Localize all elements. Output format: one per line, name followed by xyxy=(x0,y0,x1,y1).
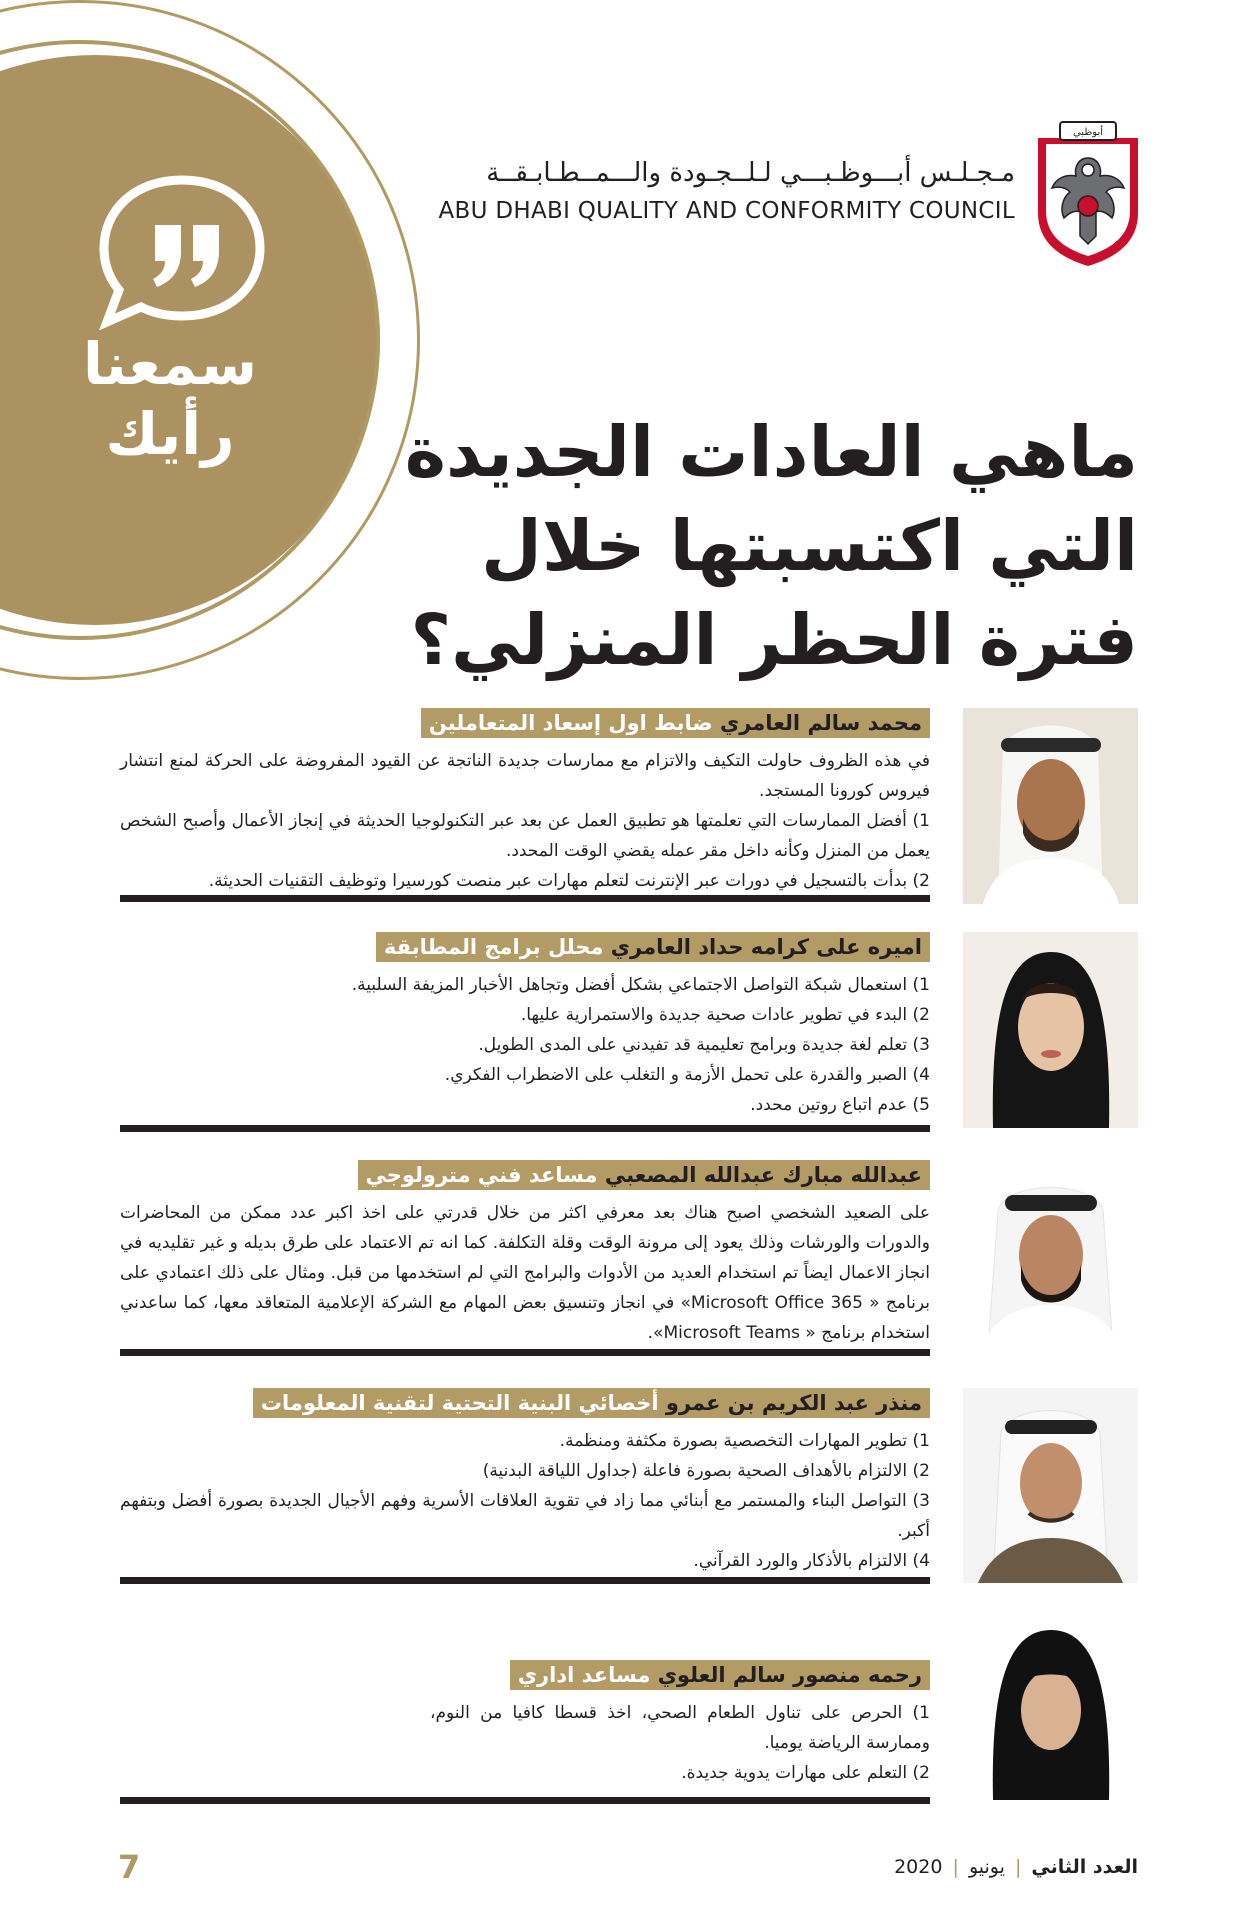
entry-2-paragraph: 4) الصبر والقدرة على تحمل الأزمة و التغلب على الاضطراب الفكري. xyxy=(444,1065,930,1085)
entry-4-name: منذر عبد الكريم بن عمرو xyxy=(665,1391,922,1415)
entry-divider xyxy=(120,895,930,902)
entry-divider xyxy=(120,1125,930,1132)
page-headline xyxy=(404,405,1138,687)
entry-3-role: مساعد فني مترولوجي xyxy=(365,1163,598,1187)
entry-4-paragraph: 2) الالتزام بالأهداف الصحية بصورة فاعلة (جداول اللياقة البدنية) xyxy=(482,1461,930,1481)
entry-5-body xyxy=(120,1698,930,1788)
entry-3-header xyxy=(358,1160,931,1190)
issue-separator: | xyxy=(1014,1856,1022,1878)
badge-title-line2: رأيك xyxy=(105,400,235,468)
entry-2-body xyxy=(120,970,930,1120)
entry-divider xyxy=(120,1577,930,1584)
issue-separator: | xyxy=(952,1856,959,1878)
entry-3-paragraph: على الصعيد الشخصي اصبح هناك بعد معرفي اكثر من خلال قدرتي على اخذ اكبر عدد ممكن من المحاضرات والدورات والورشات وذلك يعود إلى مرونة الوقت وقلة التكلفة. كما انه تم الاعتماد على طرق بديله و غير تقليديه في انجاز الاعمال ايضاً تم استخدام العديد من الأدوات والبرامج التي لم استخدمها من قبل. ومثال على ذلك اعتمادي على برنامج « Microsoft Office 365» في انجاز وتنسيق بعض المهام مع الشركة الإعلامية المتعاقد معها، كما ساعدني استخدام برنامج « Microsoft Teams». xyxy=(120,1203,930,1343)
entry-2-photo xyxy=(963,932,1138,1128)
entry-2-paragraph: 2) البدء في تطوير عادات صحية جديدة والاستمرارية عليها. xyxy=(520,1005,930,1025)
entry-4-role: أخصائي البنية التحتية لتقنية المعلومات xyxy=(260,1391,659,1415)
issue-label: العدد الثاني xyxy=(1031,1856,1138,1878)
entry-1-paragraph: 2) بدأت بالتسجيل في دورات عبر الإنترنت لتعلم مهارات عبر منصت كورسيرا وتوظيف التقنيات الحديثة. xyxy=(208,871,930,891)
headline-line3: فترة الحظر المنزلي؟ xyxy=(410,599,1138,681)
entry-4-header xyxy=(253,1388,930,1418)
entry-2-paragraph: 3) تعلم لغة جديدة وبرامج تعليمية قد تفيدني على المدى الطويل. xyxy=(478,1035,930,1055)
entry-2-paragraph: 1) استعمال شبكة التواصل الاجتماعي بشكل أفضل وتجاهل الأخبار المزيفة السلبية. xyxy=(351,975,930,995)
entry-5-name: رحمه منصور سالم العلوي xyxy=(657,1663,922,1687)
entry-4-paragraph: 4) الالتزام بالأذكار والورد القرآني. xyxy=(693,1551,930,1571)
entry-2-role: محلل برامج المطابقة xyxy=(383,935,604,959)
badge-title-line1: سمعنا xyxy=(82,330,258,398)
issue-year: 2020 xyxy=(894,1856,943,1878)
headline-line2: التي اكتسبتها خلال xyxy=(481,505,1138,587)
council-name-arabic: مـجـلـس أبـــوظـبـــي لـلــجـودة والـــمــطـابـقــة xyxy=(486,158,1015,188)
entry-4-paragraph: 3) التواصل البناء والمستمر مع أبنائي مما زاد في تقوية العلاقات الأسرية وفهم الأجيال الجديدة بصورة أفضل وبتفهم أكبر. xyxy=(120,1491,930,1541)
entry-4-photo xyxy=(963,1388,1138,1583)
council-name-english: ABU DHABI QUALITY AND CONFORMITY COUNCIL xyxy=(438,198,1015,224)
entry-2-name: اميره على كرامه حداد العامري xyxy=(610,935,922,959)
entry-2-header xyxy=(376,932,930,962)
entry-1-photo xyxy=(963,708,1138,904)
page-number: 7 xyxy=(118,1848,141,1886)
entry-5-photo xyxy=(963,1620,1138,1800)
entry-3-body xyxy=(120,1198,930,1348)
entry-divider xyxy=(120,1797,930,1804)
entry-5-role: مساعد اداري xyxy=(517,1663,651,1687)
entry-5-paragraph: 1) الحرص على تناول الطعام الصحي، اخذ قسطا كافيا من النوم، وممارسة الرياضة يوميا. xyxy=(430,1703,930,1753)
entry-4-paragraph: 1) تطوير المهارات التخصصية بصورة مكثفة ومنظمة. xyxy=(559,1431,930,1451)
issue-month: يونيو xyxy=(968,1856,1005,1878)
entry-1-name: محمد سالم العامري xyxy=(720,711,922,735)
entry-3-name: عبدالله مبارك عبدالله المصعبي xyxy=(604,1163,922,1187)
entry-5-header xyxy=(510,1660,930,1690)
entry-5-paragraph: 2) التعلم على مهارات يدوية جديدة. xyxy=(681,1763,930,1783)
entry-divider xyxy=(120,1349,930,1356)
emblem-text: أبوظبي xyxy=(1072,127,1104,138)
entry-4-body xyxy=(120,1426,930,1576)
entry-1-role: ضابط اول إسعاد المتعاملين xyxy=(428,711,713,735)
abu-dhabi-falcon-emblem-icon xyxy=(1030,118,1146,268)
entry-3-photo xyxy=(963,1165,1138,1349)
headline-line1: ماهي العادات الجديدة xyxy=(404,411,1138,493)
speech-bubble-quote-icon xyxy=(95,170,270,330)
entry-2-paragraph: 5) عدم اتباع روتين محدد. xyxy=(750,1095,930,1115)
entry-1-body xyxy=(120,746,930,896)
entry-1-paragraph: 1) أفضل الممارسات التي تعلمتها هو تطبيق العمل عن بعد عبر التكنولوجيا الحديثة في إنجاز الأعمال وأصبح الشخص يعمل من المنزل وكأنه داخل مقر عمله يقضي الوقت المحدد. xyxy=(120,811,930,861)
issue-info xyxy=(894,1856,1138,1878)
entry-1-header xyxy=(421,708,930,738)
entry-1-paragraph: في هذه الظروف حاولت التكيف والاتزام مع ممارسات جديدة الناتجة عن القيود المفروضة على الحركة لمنع انتشار فيروس كورونا المستجد. xyxy=(120,751,930,801)
